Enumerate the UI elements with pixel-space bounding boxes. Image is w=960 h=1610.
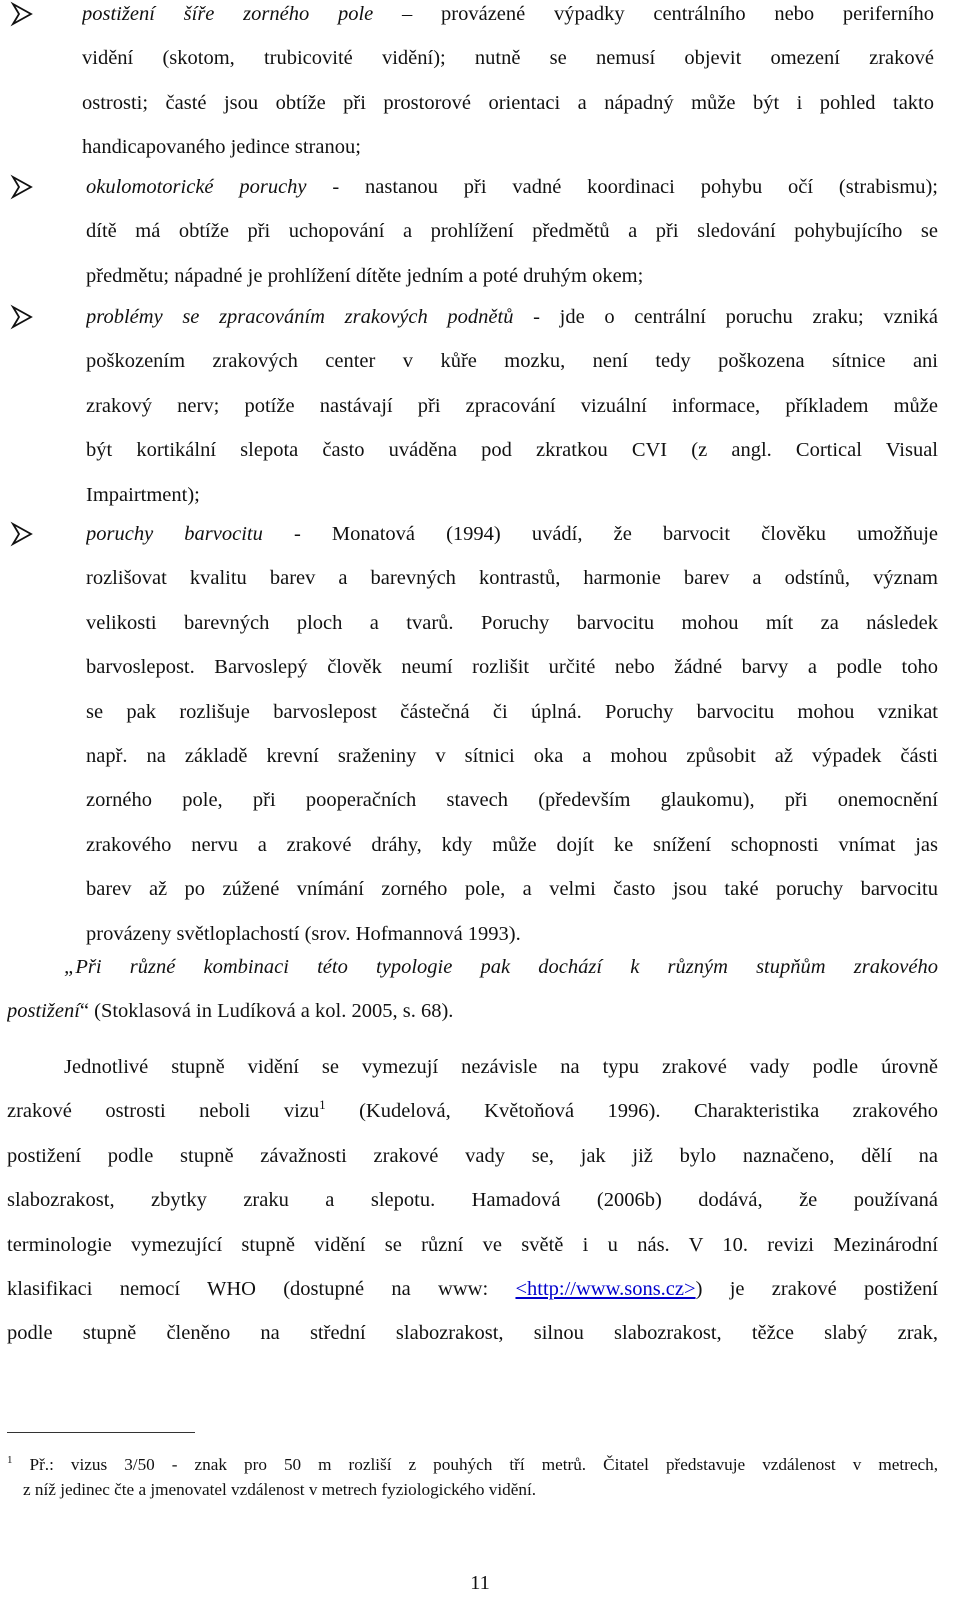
bullet-line: ostrosti; časté jsou obtíže při prostorové orientaci a nápadný může být i pohled takto <box>82 91 934 114</box>
bullet-line: postižení šíře zorného pole – provázené výpadky centrálního nebo periferního <box>82 3 934 25</box>
footnote-line: z níž jedinec čte a jmenovatel vzdálenost v metrech fyziologického vidění. <box>23 1480 537 1499</box>
bullet-line: rozlišovat kvalitu barev a barevných kontrastů, harmonie barev a odstínů, význam <box>86 567 938 590</box>
bullet-line: barev až po zúžené vnímání zorného pole, a velmi často jsou také poruchy barvocitu <box>86 878 938 901</box>
quote-line: „Při různé kombinaci této typologie pak dochází k různým stupňům zrakového <box>64 956 938 978</box>
bullet-line: provázeny světloplachostí (srov. Hofmannová 1993). <box>86 922 521 945</box>
paragraph-line: podle stupně členěno na střední slabozrakost, silnou slabozrakost, těžce slabý zrak, <box>7 1322 938 1345</box>
bullet-line: barvoslepost. Barvoslepý člověk neumí rozlišit určité nebo žádné barvy a podle toho <box>86 656 938 679</box>
paragraph-line: Jednotlivé stupně vidění se vymezují nezávisle na typu zrakové vady podle úrovně <box>64 1056 938 1078</box>
bullet-line: zorného pole, při pooperačních stavech (především glaukomu), při onemocnění <box>86 789 938 812</box>
bullet-line: problémy se zpracováním zrakových podnětů - jde o centrální poruchu zraku; vzniká <box>86 306 938 328</box>
footnote-reference[interactable]: 1 <box>319 1097 326 1113</box>
footnote-line: $^1$ Př.: vizus 3/50 - znak pro 50 m rozliší z pouhých tří metrů. Čitatel představuje vzdálenost v metrech, <box>7 1454 938 1474</box>
paragraph-line: zrakové ostrosti neboli vizu$^1$ (Kudelová, Květoňová 1996). Charakteristika zrakového <box>7 1097 938 1123</box>
body-paragraph <box>7 1053 938 1364</box>
bullet-line: Impairtment); <box>86 483 200 506</box>
bullet-line: poruchy barvocitu - Monatová (1994) uvádí, že barvocit člověku umožňuje <box>86 523 938 545</box>
bullet-line: dítě má obtíže při uchopování a prohlížení předmětů a při sledování pohybujícího se <box>86 220 938 243</box>
paragraph-line: slabozrakost, zbytky zraku a slepotu. Hamadová (2006b) dodává, že používaná <box>7 1189 938 1212</box>
bullet-line: handicapovaného jedince stranou; <box>82 136 361 159</box>
arrowhead-bullet-icon <box>10 520 36 548</box>
quote-line: postižení“ (Stoklasová in Ludíková a kol. 2005, s. 68). <box>7 1000 454 1023</box>
footnote-marker: 1 <box>7 1454 13 1466</box>
quote-paragraph <box>7 953 938 1042</box>
arrowhead-bullet-icon <box>10 0 36 28</box>
bullet-line: zrakový nerv; potíže nastávají při zpracování vizuální informace, příkladem může <box>86 394 938 417</box>
bullet-line: se pak rozlišuje barvoslepost částečná či úplná. Poruchy barvocitu mohou vznikat <box>86 700 938 723</box>
paragraph-line: postižení podle stupně závažnosti zrakové vady se, jak již bylo naznačeno, dělí na <box>7 1144 938 1167</box>
arrowhead-bullet-icon <box>10 303 36 331</box>
sons-link[interactable]: <http://www.sons.cz> <box>515 1277 696 1300</box>
bullet-line: zrakového nervu a zrakové dráhy, kdy může dojít ke snížení schopnosti vnímat jas <box>86 833 938 856</box>
bullet-line: být kortikální slepota často uváděna pod zkratkou CVI (z angl. Cortical Visual <box>86 439 938 462</box>
page-number: 11 <box>470 1572 490 1594</box>
bullet-line: okulomotorické poruchy - nastanou při vadné koordinaci pohybu očí (strabismu); <box>86 176 938 198</box>
bullet-line: předmětu; nápadné je prohlížení dítěte jedním a poté druhým okem; <box>86 264 644 287</box>
bullet-line: poškozením zrakových center v kůře mozku, není tedy poškozena sítnice ani <box>86 350 938 373</box>
footnote <box>7 1452 938 1502</box>
bullet-line: např. na základě krevní sraženiny v sítnici oka a mohou způsobit až výpadek části <box>86 744 938 767</box>
arrowhead-bullet-icon <box>10 173 36 201</box>
bullet-line: vidění (skotom, trubicovité vidění); nutně se nemusí objevit omezení zrakové <box>82 47 934 70</box>
footnote-separator <box>7 1432 195 1433</box>
bullet-line: velikosti barevných ploch a tvarů. Poruchy barvocitu mohou mít za následek <box>86 611 938 634</box>
paragraph-line: klasifikaci nemocí WHO (dostupné na www: <http://www.sons.cz>) je zrakové postižení <box>7 1277 938 1300</box>
paragraph-line: terminologie vymezující stupně vidění se různí ve světě i u nás. V 10. revizi Mezinárodní <box>7 1233 938 1256</box>
